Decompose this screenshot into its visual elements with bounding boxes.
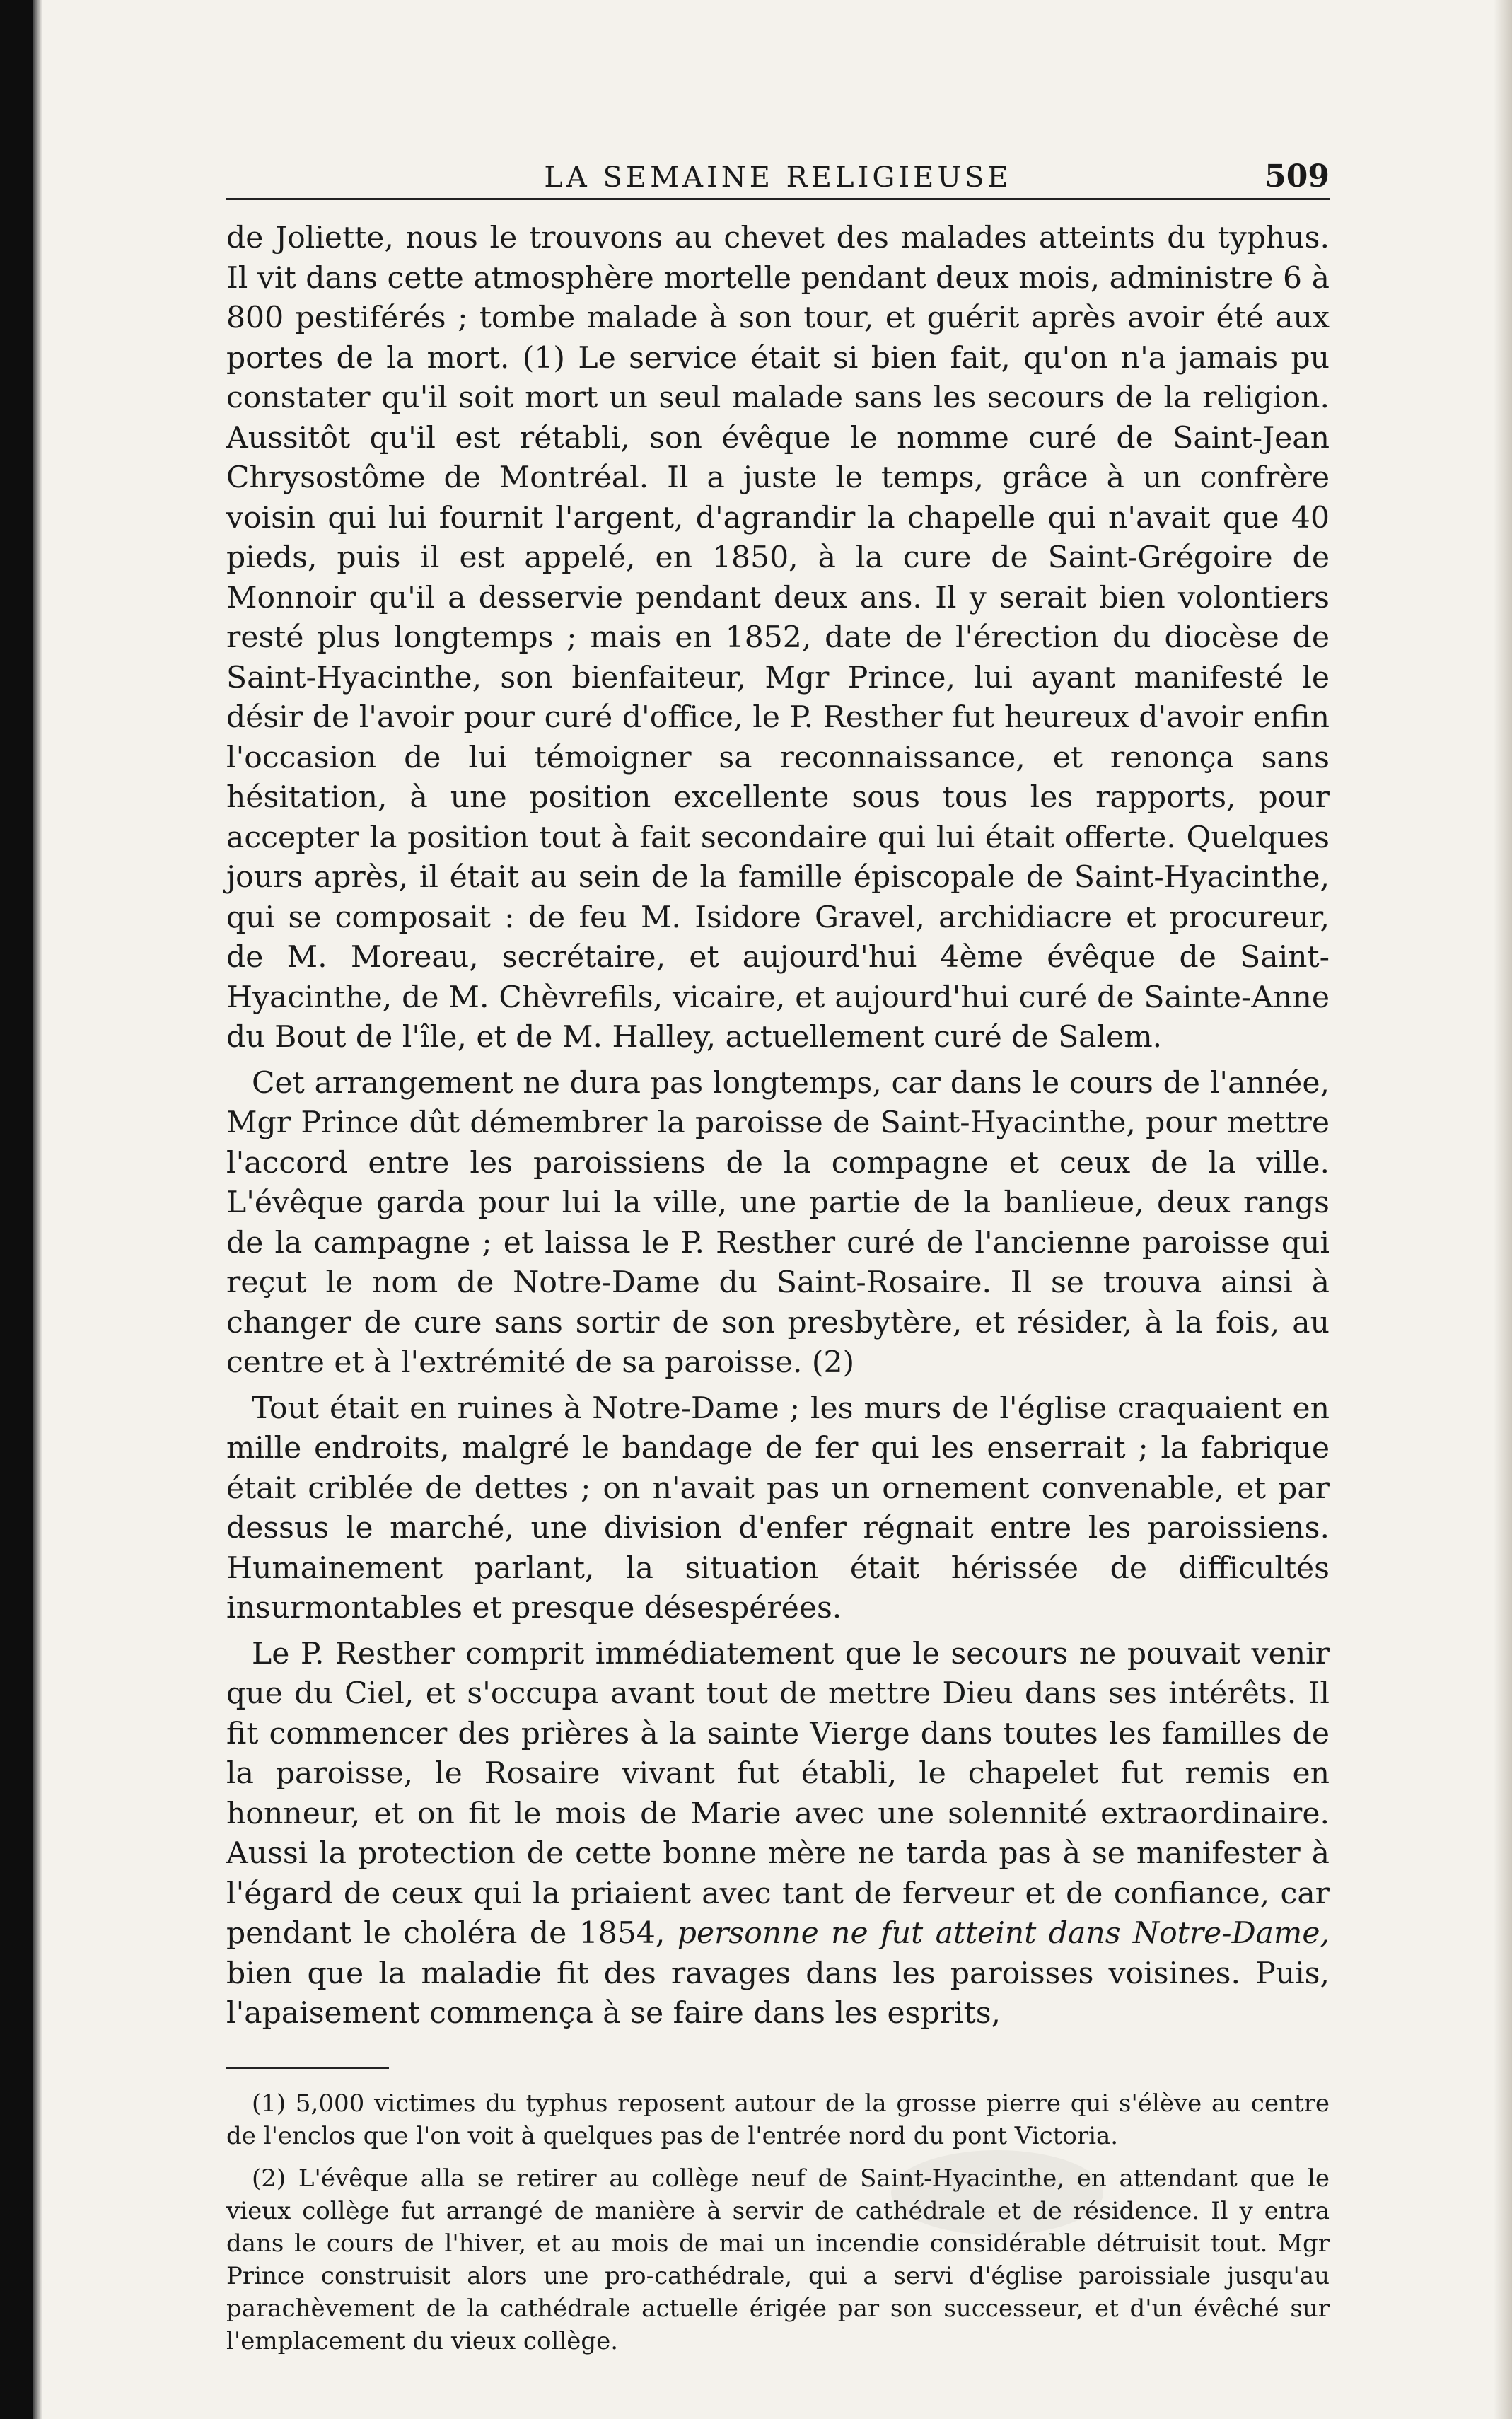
footnote-separator [226, 2067, 389, 2069]
paragraph-4 [226, 1635, 1330, 2034]
page-header [226, 149, 1330, 200]
page-right-edge [1494, 0, 1512, 2419]
paragraph-4-continuation: bien que la maladie fit des ravages dans les paroisses voisines. Puis, l'apaisement commença à se faire dans les esprits, [226, 1956, 1330, 2031]
footnote-text: 5,000 victimes du typhus reposent autour de la grosse pierre qui s'élève au centre de l'enclos que l'on voit à quelques pas de l'entrée nord du pont Victoria. [226, 2089, 1330, 2150]
footnote-marker: (2) [252, 2164, 286, 2193]
footnote-text: L'évêque alla se retirer au collège neuf de Saint-Hyacinthe, en attendant que le vieux collège fut arrangé de manière à servir de cathédrale et de résidence. Il y entra dans le cours de l'hiver, et au mois de mai un incendie considérable détruisit tout. Mgr Prince construisit alors une pro-cathédrale, qui a servi d'église paroissiale jusqu'au parachèvement de la cathédrale actuelle érigée par son successeur, et d'un évêché sur l'emplacement du vieux collège. [226, 2164, 1330, 2355]
page-number: 509 [1264, 158, 1330, 195]
footnote-1 [226, 2087, 1330, 2152]
book-page [226, 149, 1330, 2367]
footnote-marker: (1) [252, 2089, 286, 2118]
paragraph-2: Cet arrangement ne dura pas longtemps, car dans le cours de l'année, Mgr Prince dût démembrer la paroisse de Saint-Hyacinthe, pour mettre l'accord entre les paroissiens de la compagne et ceux de la ville. L'évêque garda pour lui la ville, une partie de la banlieue, deux rangs de la campagne ; et laissa le P. Resther curé de l'ancienne paroisse qui reçut le nom de Notre-Dame du Saint-Rosaire. Il se trouva ainsi à changer de cure sans sortir de son presbytère, et résider, à la fois, au centre et à l'extrémité de sa paroisse. (2) [226, 1065, 1330, 1380]
binding-edge [33, 0, 42, 2419]
paragraph-4-text: Le P. Resther comprit immédiatement que le secours ne pouvait venir que du Ciel, et s'occupa avant tout de mettre Dieu dans ses intérêts. Il fit commencer des prières à la sainte Vierge dans toutes les familles de la paroisse, le Rosaire vivant fut établi, le chapelet fut remis en honneur, et on fit le mois de Marie avec une solennité extraordinaire. Aussi la protection de cette bonne mère ne tarda pas à se manifester à l'égard de ceux qui la priaient avec tant de ferveur et de confiance, car pendant le choléra de 1854, [226, 1636, 1330, 1951]
book-binding-shadow [0, 0, 33, 2419]
paragraph-1: de Joliette, nous le trouvons au chevet des malades atteints du typhus. Il vit dans cette atmosphère mortelle pendant deux mois, administre 6 à 800 pestiférés ; tombe malade à son tour, et guérit après avoir été aux portes de la mort. (1) Le service était si bien fait, qu'on n'a jamais pu constater qu'il soit mort un seul malade sans les secours de la religion. Aussitôt qu'il est rétabli, son évêque le nomme curé de Saint-Jean Chrysostôme de Montréal. Il a juste le temps, grâce à un confrère voisin qui lui fournit l'argent, d'agrandir la chapelle qui n'avait que 40 pieds, puis il est appelé, en 1850, à la cure de Saint-Grégoire de Monnoir qu'il a desservie pendant deux ans. Il y serait bien volontiers resté plus longtemps ; mais en 1852, date de l'érection du diocèse de Saint-Hyacinthe, son bienfaiteur, Mgr Prince, lui ayant manifesté le désir de l'avoir pour curé d'office, le P. Resther fut heureux d'avoir enfin l'occasion de lui témoigner sa reconnaissance, et renonça sans hésitation, à une position excellente sous tous les rapports, pour accepter la position tout à fait secondaire qui lui était offerte. Quelques jours après, il était au sein de la famille épiscopale de Saint-Hyacinthe, qui se composait : de feu M. Isidore Gravel, archidiacre et procureur, de M. Moreau, secrétaire, et aujourd'hui 4ème évêque de Saint-Hyacinthe, de M. Chèvrefils, vicaire, et aujourd'hui curé de Sainte-Anne du Bout de l'île, et de M. Halley, actuellement curé de Salem. [226, 221, 1330, 1055]
paragraph-3: Tout était en ruines à Notre-Dame ; les murs de l'église craquaient en mille endroits, malgré le bandage de fer qui les enserrait ; la fabrique était criblée de dettes ; on n'avait pas un ornement convenable, et par dessus le marché, une division d'enfer régnait entre les paroissiens. Humainement parlant, la situation était hérissée de difficultés insurmontables et presque désespérées. [226, 1391, 1330, 1625]
italic-phrase: personne ne fut atteint dans Notre-Dame, [677, 1916, 1330, 1951]
running-title: LA SEMAINE RELIGIEUSE [544, 161, 1012, 194]
footnote-2 [226, 2162, 1330, 2357]
